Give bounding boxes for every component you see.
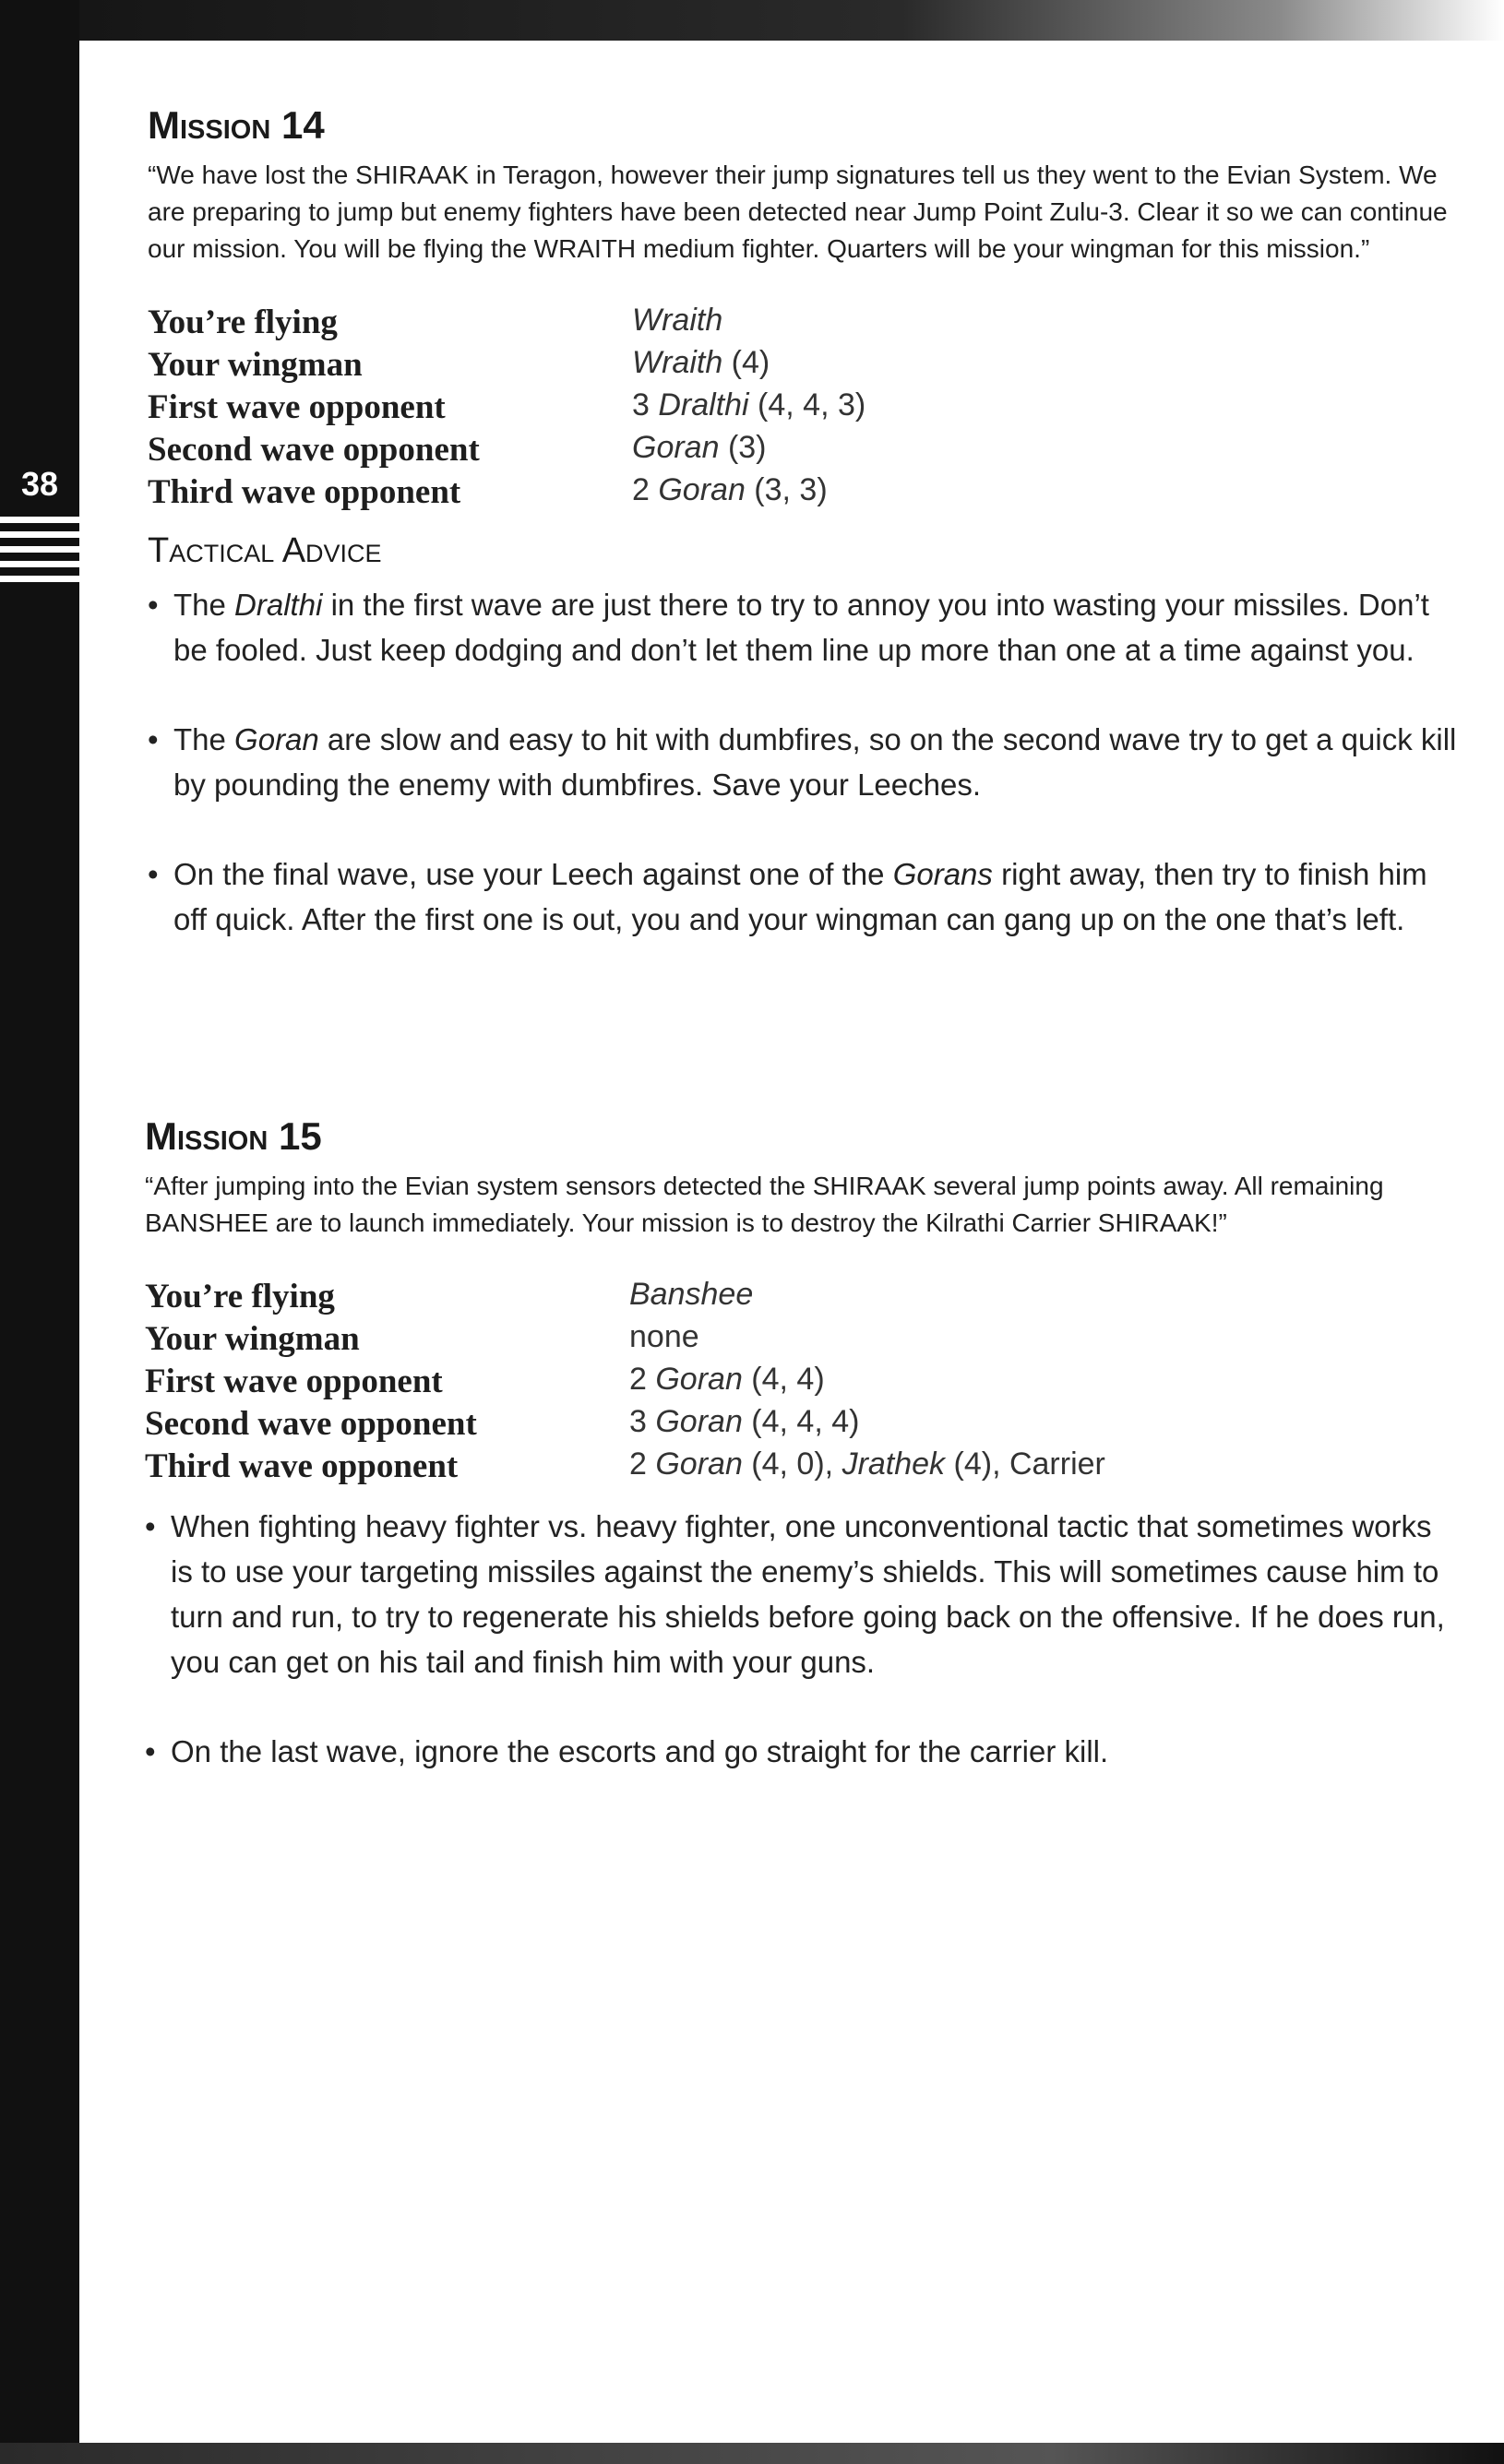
tip-item: • When fighting heavy fighter vs. heavy fighter, one unconventional tactic that sometimes works is to use your targeting missiles against the enemy’s shields. This will sometimes cause him to turn and run, to try to regenerate his shields before going back on the offensive. If he does run, you can get on his tail and finish him with your guns. [145, 1504, 1455, 1684]
briefing-row [148, 430, 1255, 472]
briefing-row [145, 1277, 1252, 1319]
tip-item: • On the last wave, ignore the escorts and go straight for the carrier kill. [145, 1729, 1455, 1774]
briefing-value: 2 Goran (3, 3) [632, 472, 828, 507]
tip-item: • The Goran are slow and easy to hit with dumbfires, so on the second wave try to get a quick kill by pounding the enemy with dumbfires. Save your Leeches. [148, 717, 1458, 807]
briefing-label: Your wingman [145, 1320, 360, 1358]
tactical-advice-heading: Tactical Advice [148, 531, 382, 570]
tips-list [148, 582, 1458, 942]
briefing-value: 3 Dralthi (4, 4, 3) [632, 387, 866, 423]
briefing-label: Third wave opponent [148, 473, 461, 511]
mission-15-section [145, 1114, 1455, 1818]
briefing-label: Second wave opponent [145, 1405, 477, 1443]
briefing-value: Wraith [632, 303, 723, 338]
briefing-value: Wraith (4) [632, 345, 770, 380]
briefing-table [145, 1277, 1252, 1489]
briefing-label: Second wave opponent [148, 431, 480, 469]
briefing-label: Third wave opponent [145, 1447, 459, 1485]
briefing-value: 2 Goran (4, 0), Jrathek (4), Carrier [629, 1446, 1105, 1482]
briefing-row [145, 1446, 1252, 1489]
mission-14-section [148, 103, 1458, 986]
briefing-value: none [629, 1319, 699, 1354]
briefing-row [148, 387, 1255, 430]
tip-item: • On the final wave, use your Leech against one of the Gorans right away, then try to finish him off quick. After the first one is out, you and your wingman can gang up on the one that’s left. [148, 851, 1458, 942]
briefing-row [148, 472, 1255, 515]
page-number: 38 [20, 465, 59, 503]
mission-title: Mission 14 [148, 103, 325, 147]
mission-intro: “We have lost the SHIRAAK in Teragon, however their jump signatures tell us they went to the Evian System. We are preparing to jump but enemy fighters have been detected near Jump Point Zulu-3. Clear it so we can continue our mission. You will be flying the WRAITH medium fighter. Quarters will be your wingman for this mission.” [148, 161, 1448, 263]
briefing-label: You’re flying [148, 304, 338, 341]
page-side-tab [0, 0, 79, 2464]
tips-list [145, 1504, 1455, 1774]
briefing-label: Your wingman [148, 346, 363, 384]
briefing-label: First wave opponent [145, 1363, 443, 1400]
bottom-edge-band [0, 2443, 1504, 2464]
mission-intro: “After jumping into the Evian system sensors detected the SHIRAAK several jump points away. All remaining BANSHEE are to launch immediately. Your mission is to destroy the Kilrathi Carrier SHIRAAK!” [145, 1172, 1384, 1237]
briefing-value: Goran (3) [632, 430, 767, 465]
briefing-row [148, 303, 1255, 345]
briefing-row [145, 1362, 1252, 1404]
tip-item: • The Dralthi in the first wave are just there to try to annoy you into wasting your missiles. Don’t be fooled. Just keep dodging and don’t let them line up more than one at a time against you. [148, 582, 1458, 673]
briefing-table [148, 303, 1255, 515]
briefing-row [145, 1404, 1252, 1446]
side-tab-lines [0, 517, 79, 590]
briefing-label: First wave opponent [148, 388, 446, 426]
briefing-row [148, 345, 1255, 387]
briefing-value: 2 Goran (4, 4) [629, 1362, 825, 1397]
top-edge-band [0, 0, 1504, 41]
briefing-value: Banshee [629, 1277, 754, 1312]
briefing-label: You’re flying [145, 1278, 335, 1315]
briefing-value: 3 Goran (4, 4, 4) [629, 1404, 860, 1439]
briefing-row [145, 1319, 1252, 1362]
mission-title: Mission 15 [145, 1114, 322, 1158]
